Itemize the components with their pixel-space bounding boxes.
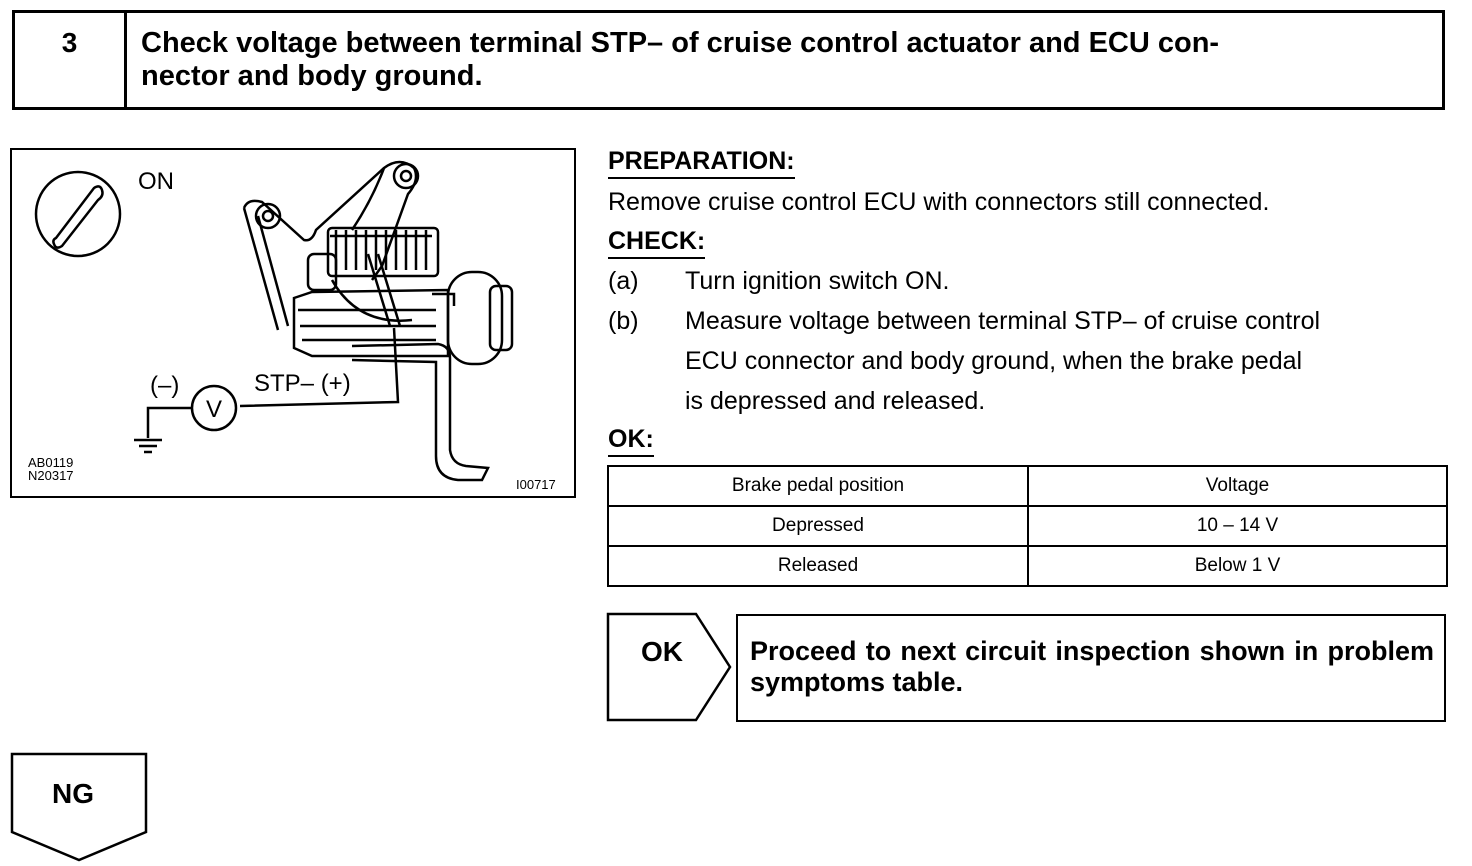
wiring-figure [10,148,576,498]
figure-code-n20317: N20317 [28,468,74,483]
check-heading: CHECK: [608,226,705,259]
preparation-text: Remove cruise control ECU with connectors still connected. [608,188,1270,216]
negative-terminal-label: (–) [150,372,180,399]
step-number: 3 [15,13,127,107]
check-item-a-text: Turn ignition switch ON. [685,267,950,295]
table-cell-depressed-voltage: 10 – 14 V [1028,506,1447,546]
table-row [608,546,1447,586]
meter-symbol: V [205,396,223,423]
check-item-b-line-2: ECU connector and body ground, when the brake pedal [685,347,1303,375]
figure-code-ab0119: AB0119 [28,455,74,470]
ok-result-text: Proceed to next circuit inspection shown in problem symptoms table. [750,636,1434,697]
table-header-pedal-position: Brake pedal position [608,466,1028,506]
check-item-b-line-3: is depressed and released. [685,387,986,415]
actuator-illustration [12,150,574,496]
bracket-icon [244,162,418,330]
table-header-row [608,466,1447,506]
voltage-spec-table [607,465,1448,587]
step-title-line-2: nector and body ground. [141,60,483,92]
table-cell-released: Released [608,546,1028,586]
check-item-b-line-1: Measure voltage between terminal STP– of cruise control [685,307,1321,335]
voltmeter-icon [192,386,236,430]
table-cell-depressed: Depressed [608,506,1028,546]
figure-code-left [28,456,74,482]
switch-on-label: ON [138,168,174,195]
table-header-voltage: Voltage [1028,466,1447,506]
terminal-stp-label: STP– (+) [254,370,351,397]
step-title [141,27,1431,93]
ground-icon [134,408,192,452]
step-title-line-1: Check voltage between terminal STP– of cruise control actuator and ECU con- [141,27,1220,59]
figure-code-right: I00717 [516,477,556,492]
check-item-a-mark: (a) [608,267,639,295]
ok-arrow-box [606,612,734,724]
preparation-heading: PREPARATION: [608,146,795,179]
check-item-b-mark: (b) [608,307,639,335]
table-cell-released-voltage: Below 1 V [1028,546,1447,586]
ignition-switch-icon [36,172,120,256]
ok-heading: OK: [608,424,654,457]
step-header [12,10,1445,110]
ok-label: OK [641,636,683,667]
table-row [608,506,1447,546]
ng-label: NG [52,778,94,809]
